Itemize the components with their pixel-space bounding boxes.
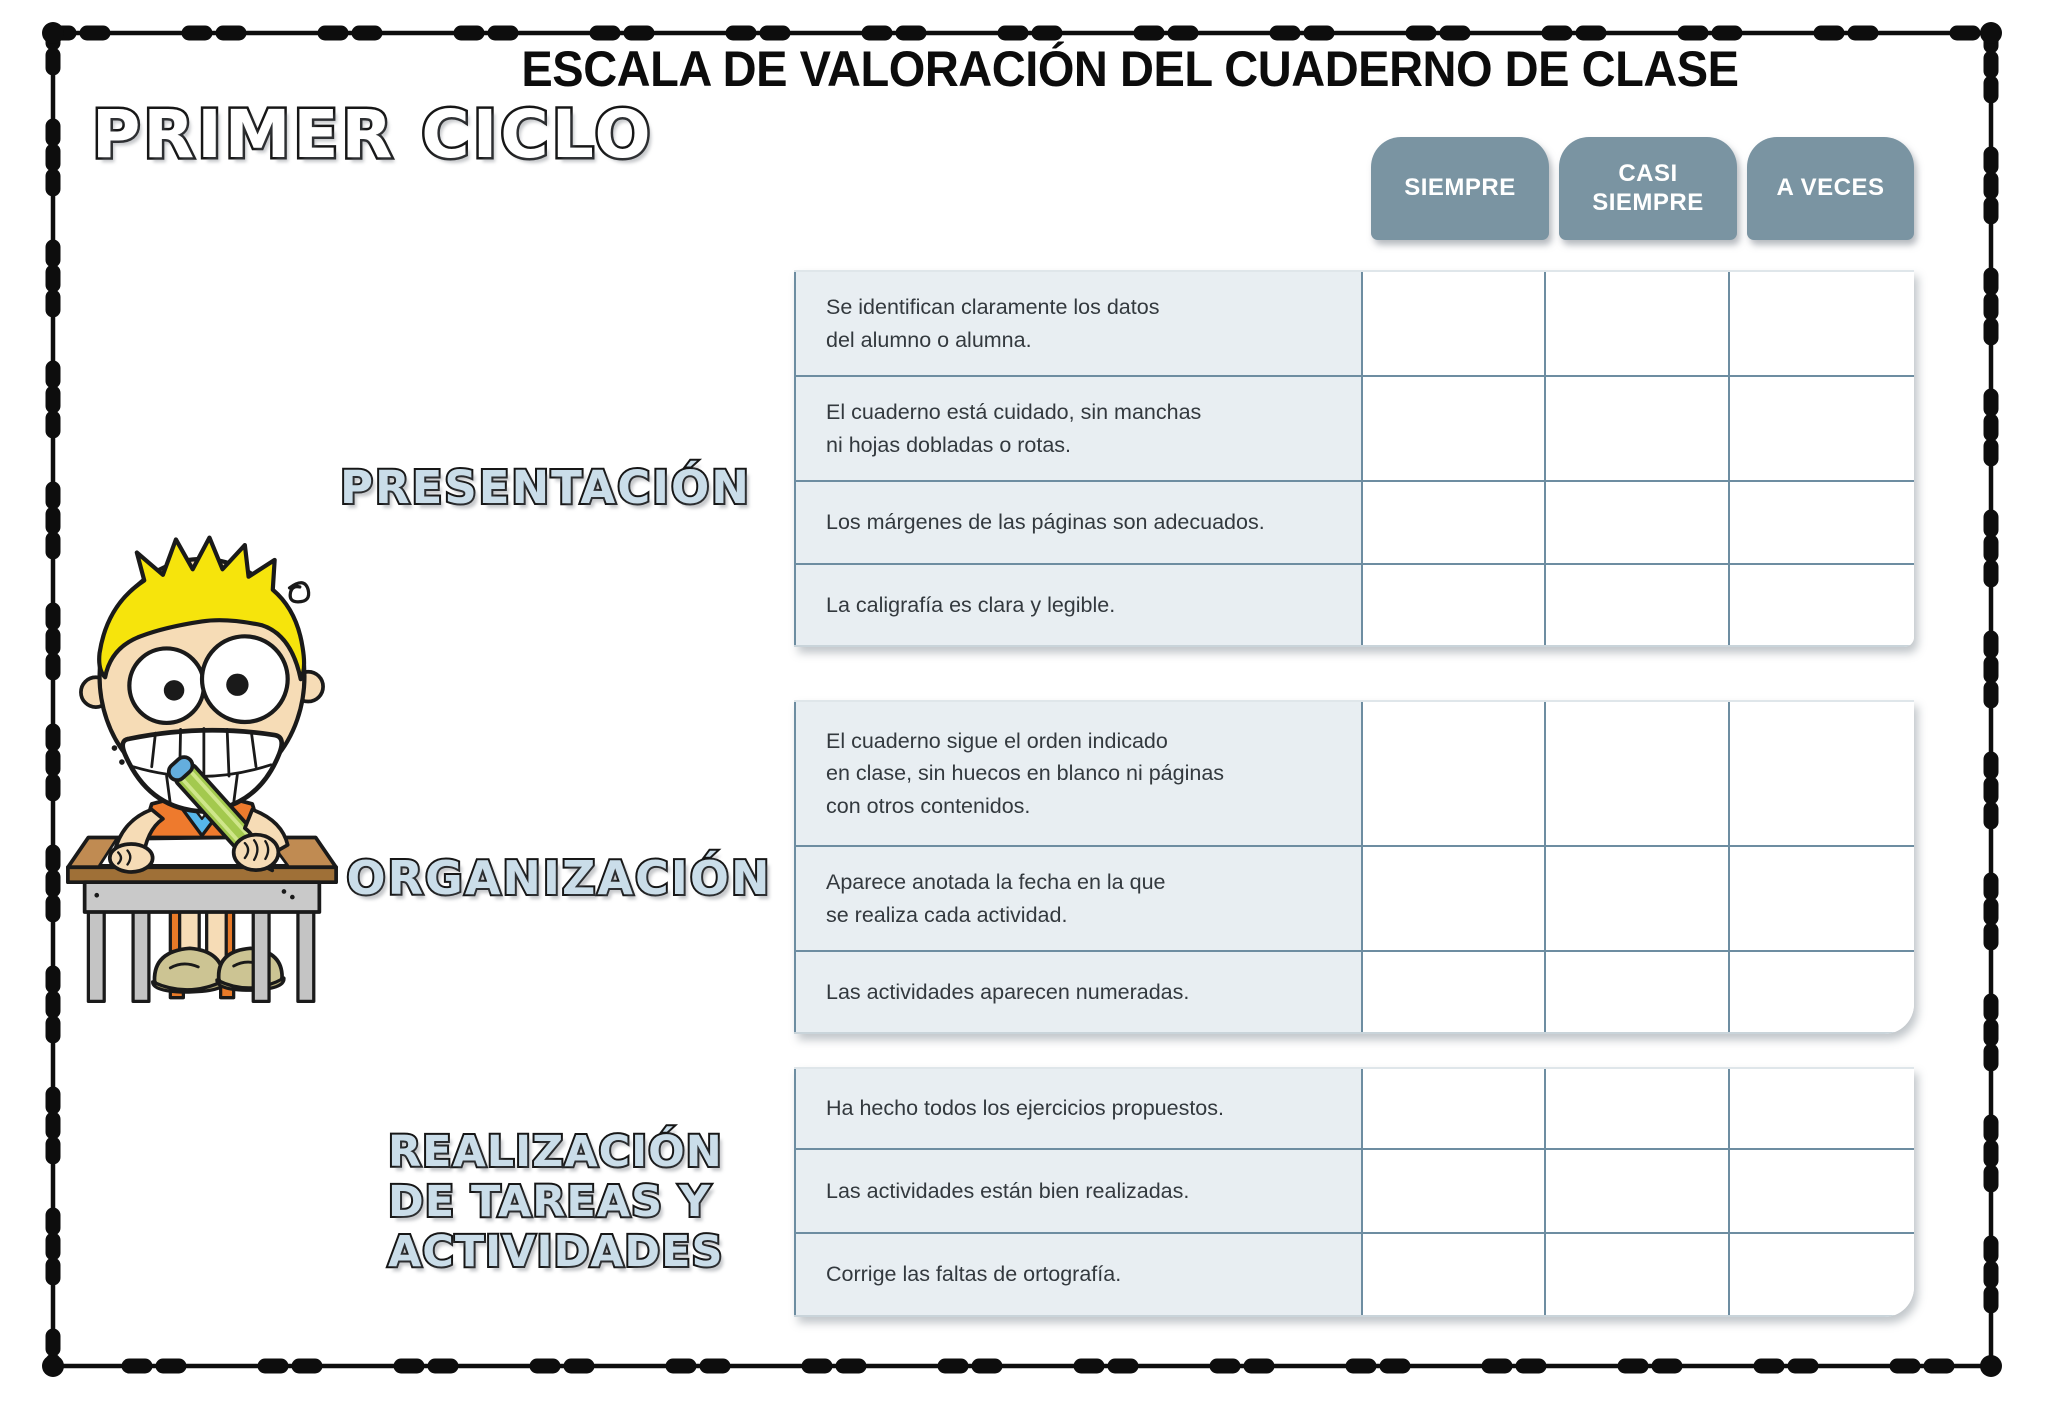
criterion-text: El cuaderno está cuidado, sin manchas ni hojas dobladas o rotas. [794, 377, 1361, 480]
rating-cell[interactable] [1544, 377, 1728, 480]
table-row [794, 482, 1914, 565]
criterion-text: Los márgenes de las páginas son adecuados. [794, 482, 1361, 563]
rating-cell[interactable] [1544, 1069, 1728, 1148]
column-header-a-veces: A VECES [1747, 137, 1914, 240]
realizacion-table [794, 1067, 1914, 1317]
rating-cell[interactable] [1728, 952, 1914, 1032]
section-label-line: REALIZACIÓN [388, 1127, 723, 1177]
rating-cell[interactable] [1728, 272, 1914, 375]
rating-cell[interactable] [1361, 272, 1544, 375]
rating-cell[interactable] [1728, 1234, 1914, 1315]
criterion-text: La caligrafía es clara y legible. [794, 565, 1361, 645]
section-label-line: PRESENTACIÓN [340, 461, 751, 514]
criterion-text: Las actividades están bien realizadas. [794, 1150, 1361, 1232]
cycle-title: PRIMER CICLO [92, 96, 654, 173]
column-header-siempre: SIEMPRE [1371, 137, 1549, 240]
table-row [794, 702, 1914, 847]
rating-cell[interactable] [1728, 1150, 1914, 1232]
section-label-line: ORGANIZACIÓN [346, 851, 772, 905]
criterion-text: Aparece anotada la fecha en la que se realiza cada actividad. [794, 847, 1361, 950]
section-label-line: DE TAREAS Y [388, 1176, 712, 1227]
rating-cell[interactable] [1544, 1150, 1728, 1232]
criterion-text: El cuaderno sigue el orden indicado en clase, sin huecos en blanco ni páginas con otros contenidos. [794, 702, 1361, 845]
column-header-casi-siempre: CASI SIEMPRE [1559, 137, 1737, 240]
rating-cell[interactable] [1544, 565, 1728, 645]
page-title: ESCALA DE VALORACIÓN DEL CUADERNO DE CLASE [521, 41, 1739, 97]
rating-cell[interactable] [1361, 847, 1544, 950]
table-row [794, 1069, 1914, 1150]
table-row [794, 377, 1914, 482]
table-row [794, 847, 1914, 952]
rating-cell[interactable] [1728, 702, 1914, 845]
criterion-text: Las actividades aparecen numeradas. [794, 952, 1361, 1032]
table-row [794, 1150, 1914, 1234]
rating-cell[interactable] [1544, 847, 1728, 950]
rating-cell[interactable] [1361, 565, 1544, 645]
rating-cell[interactable] [1361, 1234, 1544, 1315]
rating-cell[interactable] [1544, 702, 1728, 845]
table-row [794, 272, 1914, 377]
rating-cell[interactable] [1544, 272, 1728, 375]
rating-cell[interactable] [1361, 482, 1544, 563]
rating-cell[interactable] [1361, 952, 1544, 1032]
rating-cell[interactable] [1361, 1150, 1544, 1232]
section-label-presentacion [340, 462, 750, 514]
rating-cell[interactable] [1544, 1234, 1728, 1315]
criterion-text: Ha hecho todos los ejercicios propuestos. [794, 1069, 1361, 1148]
rating-cell[interactable] [1728, 565, 1914, 645]
rating-cell[interactable] [1361, 1069, 1544, 1148]
criterion-text: Se identifican claramente los datos del alumno o alumna. [794, 272, 1361, 375]
rating-cell[interactable] [1728, 847, 1914, 950]
table-row [794, 952, 1914, 1034]
section-label-organizacion [344, 852, 774, 905]
rating-cell[interactable] [1544, 952, 1728, 1032]
rating-cell[interactable] [1728, 482, 1914, 563]
rating-cell[interactable] [1544, 482, 1728, 563]
rating-cell[interactable] [1361, 377, 1544, 480]
criterion-text: Corrige las faltas de ortografía. [794, 1234, 1361, 1315]
rating-cell[interactable] [1728, 377, 1914, 480]
table-row [794, 1234, 1914, 1317]
section-label-line: ACTIVIDADES [388, 1226, 724, 1277]
boy-writing-at-desk-illustration [62, 532, 342, 1007]
table-row [794, 565, 1914, 647]
organizacion-table [794, 700, 1914, 1034]
presentacion-table [794, 270, 1914, 647]
rating-cell[interactable] [1361, 702, 1544, 845]
section-label-realizacion-de-tareas-y-actividades [388, 1128, 758, 1278]
rating-cell[interactable] [1728, 1069, 1914, 1148]
